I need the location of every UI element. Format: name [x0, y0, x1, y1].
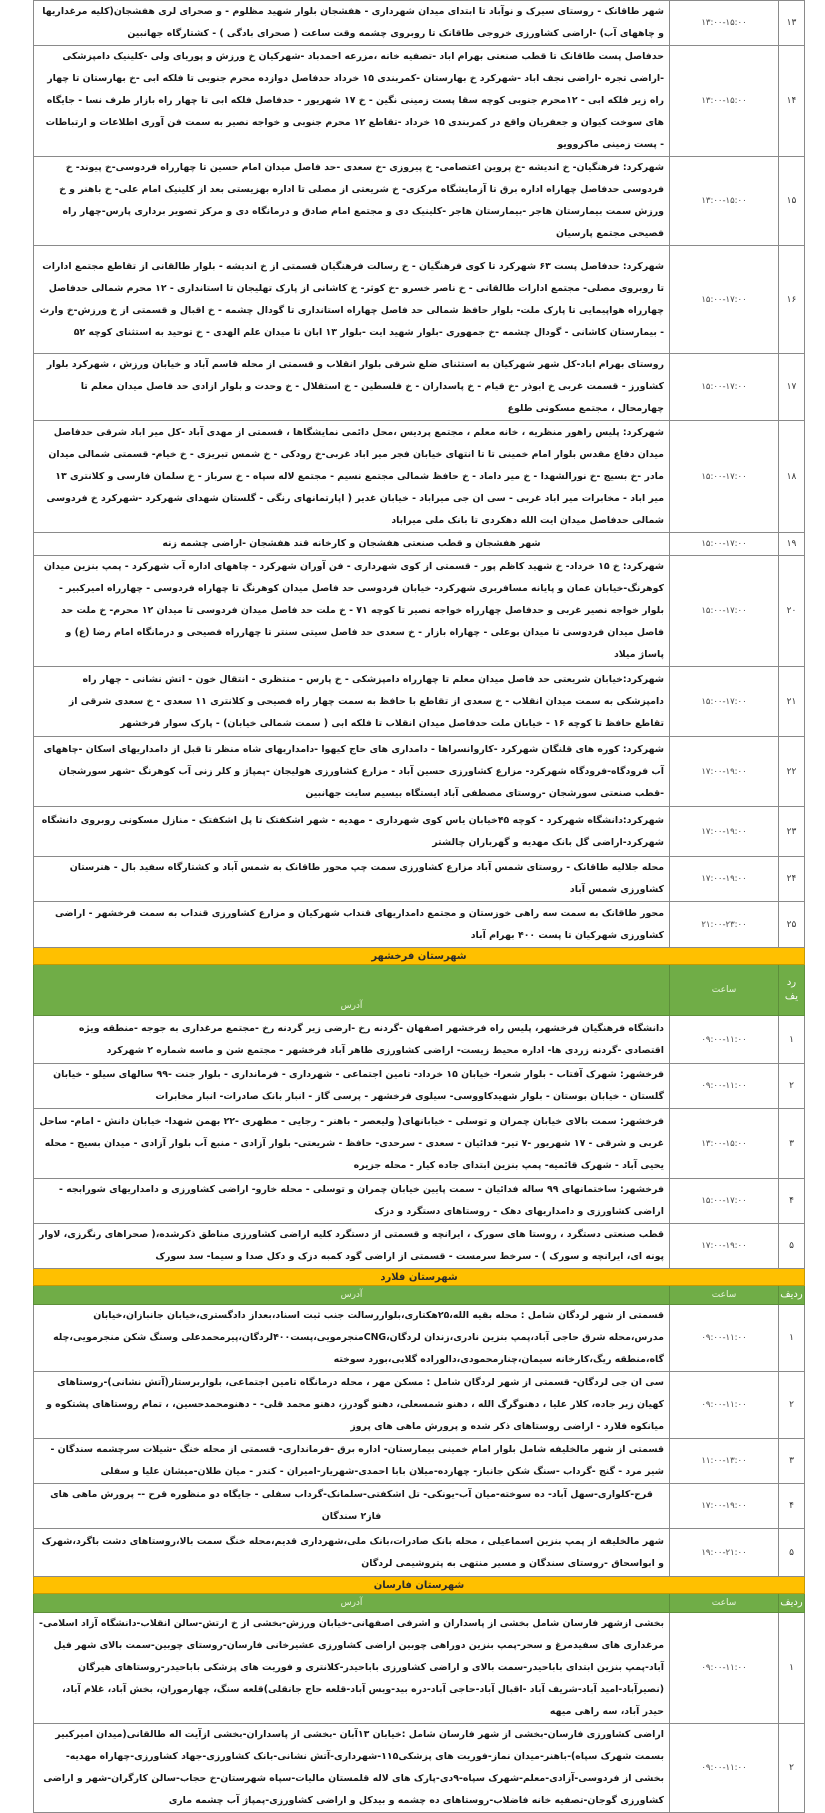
- row-address: فرخشهر: ساختمانهای ۹۹ ساله فدائیان - سمت پایین خیابان چمران و توسلی - محله خارو- اراضی کشاورزی و دامداریهای شورابجه - اراضی کشاورزی و دامداریهای دهک - روستاهای دستگرد و دزک: [34, 1179, 670, 1224]
- row-index: ۱۳: [779, 1, 805, 46]
- column-header-row: [34, 965, 805, 1016]
- row-time: ۰۹:۰۰-۱۱:۰۰: [670, 1724, 779, 1813]
- row-time: ۱۷:۰۰-۱۹:۰۰: [670, 1484, 779, 1529]
- row-time: ۰۹:۰۰-۱۱:۰۰: [670, 1016, 779, 1064]
- row-index: ۱۷: [779, 354, 805, 421]
- row-index: ۲: [779, 1064, 805, 1109]
- table-row: [34, 1372, 805, 1439]
- table-row: [34, 556, 805, 667]
- row-address: شهرکرد: حدفاصل پست ۶۳ شهرکرد تا کوی فرهنگیان - خ رسالت فرهنگیان قسمتی از خ اندیشه - بلوار طالقانی از تقاطع مجتمع ادارات تا روبروی مصلی- مجتمع ادارات طالقانی - خ ناصر خسرو -خ کوثر- خ کاشانی از پارک تهلیجان تا استانداری - ۱۲ محرم شمالی حدفاصل چهارراه هواپیمایی تا پارک ملت- بلوار حافظ شمالی حد فاصل چهاراه استانداری تا گودال چشمه - خ اقبال و قسمتی از خ ورزش-خ وارث - بیمارستان کاشانی - گودال چشمه -خ جمهوری -بلوار شهید ایت -بلوار ۱۳ ابان تا میدان علم الهدی - خ توحید به استثنای کوچه ۵۲: [34, 246, 670, 354]
- row-time: ۲۱:۰۰-۲۳:۰۰: [670, 902, 779, 948]
- section-title: شهرستان فرخشهر: [34, 948, 805, 965]
- column-header-address: آدرس: [34, 965, 670, 1016]
- row-time: ۱۷:۰۰-۱۹:۰۰: [670, 1224, 779, 1269]
- table-row: [34, 807, 805, 857]
- row-address: حدفاصل پست طاقانک تا قطب صنعتی بهرام اباد -تصفیه خانه ،مزرعه احمدباد -شهرکیان خ ورزش و پوریای ولی -کلینیک دامپزشکی -اراضی تجره -اراضی نجف اباد -شهرکرد خ بهارستان -کمربندی ۱۵ خرداد حدفاصل دوازده محرم جنوبی تا فلکه ابی -خ بهارستان تا چهار راه زیر فلکه ابی - ۱۲محرم جنوبی کوچه سقا پست زمینی نگین - خ ۱۷ شهریور - حدفاصل فلکه ابی تا چهار راه بازار طرف نسا - جایگاه های سوخت کیوان و جعفریان واقع در کمربندی ۱۵ خرداد -تقاطع ۱۲ محرم جنوبی و خواجه نصیر به سمت فن آوری اطلاعات و ارتباطات - پست زمینی ماکروویو: [34, 46, 670, 157]
- row-index: ۵: [779, 1224, 805, 1269]
- row-address: شهر هفشجان و قطب صنعتی هفشجان و کارخانه قند هفشجان -اراضی چشمه زنه: [34, 533, 670, 556]
- row-index: ۱: [779, 1016, 805, 1064]
- table-row: [34, 1724, 805, 1813]
- row-index: ۲: [779, 1724, 805, 1813]
- table-row: [34, 533, 805, 556]
- table-row: [34, 902, 805, 948]
- table-row: [34, 421, 805, 533]
- row-address: شهرکرد:دانشگاه شهرکرد - کوچه ۴۵خیابان یاس کوی شهرداری - مهدیه - شهر اشکفتک تا پل اشکفتک - منازل مسکونی روبروی دانشگاه شهرکرد-اراضی گل بانک مهدیه و گهرباران چالشتر: [34, 807, 670, 857]
- row-index: ۲۵: [779, 902, 805, 948]
- row-time: ۱۷:۰۰-۱۹:۰۰: [670, 807, 779, 857]
- row-address: شهر مالخلیفه از پمپ بنزین اسماعیلی ، محله بانک صادرات،بانک ملی،شهرداری قدیم،محله خنگ سمت بالا،روستاهای دشت باگرد،شهرک و ابواسحاق -روستای سندگان و مسیر منتهی به پتروشیمی لردگان: [34, 1529, 670, 1577]
- row-time: ۱۹:۰۰-۲۱:۰۰: [670, 1529, 779, 1577]
- section-title-band: [34, 948, 805, 965]
- row-address: قطب صنعتی دستگرد ، روستا های سورک ، ایرانچه و قسمتی از دستگرد کلیه اراضی کشاورزی مناطق ذکرشده،( صحراهای رنگرزی، لاوار پونه ای، ایرانچه و سورک ) - سرخط سرمست - قسمتی از اراضی گود کمبه دزک و دکل صدا و سیما- سد سورک: [34, 1224, 670, 1269]
- column-header-row: [34, 1594, 805, 1613]
- row-address: قسمتی از شهر لردگان شامل : محله بقیه الله،۲۵هکتاری،بلواررسالت جنب ثبت اسناد،بعداز دادگستری،خیابان جانبازان،خیابان مدرس،محله شرق حاجی آباد،پمپ بنزین نادری،زندان لردگان،CNGمنجرمویی،پست۴۰۰لردگان،پیرمحمدعلی وسنگ شکن منجرمویی،چله گاه،منطقه ریگ،کارخانه سیمان،چنارمحمودی،دالوراده گلابی،بورد سوخته: [34, 1305, 670, 1372]
- row-index: ۱۴: [779, 46, 805, 157]
- row-address: شهرکرد: فرهنگیان- خ اندیشه -خ پروین اعتصامی- خ پیروزی -خ سعدی -حد فاصل میدان امام حسین تا چهارراه فردوسی-خ پیوند- خ فردوسی حدفاصل چهاراه اداره برق تا آزمایشگاه مرکزی- خ شریعتی از مصلی تا اداره بهزیستی بعد از کلینیک امام علی- خ باهنر و خ ورزش سمت بیمارستان هاجر -بیمارستان هاجر -کلینیک دی و مجتمع امام صادق و درمانگاه دی و مرکز تصویر برداری پارس-چهار راه فصیحی مجتمع پارسیان: [34, 157, 670, 246]
- row-index: ۲۴: [779, 857, 805, 902]
- row-index: ۱: [779, 1305, 805, 1372]
- row-time: ۱۷:۰۰-۱۹:۰۰: [670, 857, 779, 902]
- column-header-index: ردیف: [779, 1594, 805, 1613]
- section-title-band: [34, 1577, 805, 1594]
- row-address: بخشی ازشهر فارسان شامل بخشی از پاسداران و اشرفی اصفهانی-خیابان ورزش-بخشی از خ ارتش-سالن انقلاب-دانشگاه آزاد اسلامی-مرغداری های سفیدمرغ و سحر-پمپ بنزین دوراهی چوبین اراضی کشاورزی عشیرخانی فارسان-روستای چوبین-سمت بالای شهر فیل آباد-پمپ بنزین ابتدای باباحیدر-سمت بالای و اراضی کشاورزی باباحیدر-کلانتری و فوریت های پزشکی باباحیدر-روستاهای هیرگان (نصیرآباد-امید آباد-شریف آباد -اقبال آباد-حاجی آباد-دره بید-ویس آباد-قلعه حاج جانقلی)قلعه سنگ، چهارموران، بخش آباد، غلام آباد، حیدر آباد، سه راهی میهه: [34, 1613, 670, 1724]
- row-address: قرح-کلواری-سهل آباد- ده سوخته-میان آب-یونکی- تل اشکفتی-سلمانک-گرداب سفلی - جایگاه دو منظوره قرح -- پرورش ماهی های فاز۲ سندگان: [34, 1484, 670, 1529]
- row-index: ۲: [779, 1372, 805, 1439]
- column-header-address: آدرس: [34, 1286, 670, 1305]
- table-row: [34, 354, 805, 421]
- row-index: ۵: [779, 1529, 805, 1577]
- table-row: [34, 1484, 805, 1529]
- row-index: ۱۵: [779, 157, 805, 246]
- table-row: [34, 1, 805, 46]
- row-index: ۲۱: [779, 667, 805, 737]
- power-outage-schedule-table: [33, 0, 805, 1813]
- row-index: ۲۲: [779, 737, 805, 807]
- row-address: شهرکرد: خ ۱۵ خرداد- خ شهید کاظم پور - قسمتی از کوی شهرداری - فن آوران شهرکرد - چاههای اداره آب شهرکرد - پمپ بنزین میدان کوهرنگ-خیابان عمان و پایانه مسافربری شهرکرد- خیابان فردوسی حد فاصل میدان کوهرنگ تا چهاراه فردوسی - چهارراه امیرکبیر - بلوار خواجه نصیر غربی و حدفاصل چهارراه خواجه نصیر تا کوچه ۷۱ - خ ملت حد فاصل میدان فردوسی تا میدان ۱۲ محرم- خ ملت حد فاصل میدان فردوسی تا میدان بوعلی - چهاراه بازار - خ سعدی حد فاصل سیتی سنتر تا چهارراه فصیحی و درمانگاه امام رضا (ع) و پاساژ میلاد: [34, 556, 670, 667]
- row-time: ۱۳:۰۰-۱۵:۰۰: [670, 46, 779, 157]
- row-address: شهرکرد: پلیس راهور منظریه ، خانه معلم ، مجتمع پردیس ،محل دائمی نمایشگاها ، قسمتی از مهدی آباد -کل میر اباد شرقی حدفاصل میدان دفاع مقدس بلوار امام خمینی تا تا انتهای خیابان فجر میر اباد غربی-خ رودکی - خ شمس تبریزی - خ خیام- قسمتی شمالی میدان مادر -خ بسیج -خ نورالشهدا - خ میر داماد - خ حافظ شمالی مجتمع نسیم - مجتمع لاله سپاه - خ سرباز - خ سلمان فارسی و کلانتری ۱۳ میر اباد - مخابرات میر اباد غربی - سی ان جی میراباد - خیابان غدیر ( اپارتمانهای رنگی - گلستان شهدای شهرکرد -شهرکرد خ فردوسی شمالی حدفاصل میدان ایت الله دهکردی تا بانک ملی میراباد: [34, 421, 670, 533]
- row-address: دانشگاه فرهنگیان فرخشهر، پلیس راه فرخشهر اصفهان -گردنه رخ -ارضی زیر گردنه رخ -مجتمع مرغداری به جوجه -منطقه ویژه اقتصادی -گردنه زردی ها- اداره محیط زیست- اراضی کشاورزی طاهر آباد فرخشهر - مجتمع شن و ماسه شماره ۲ شهرکرد: [34, 1016, 670, 1064]
- table-row: [34, 737, 805, 807]
- table-row: [34, 46, 805, 157]
- table-row: [34, 1529, 805, 1577]
- row-index: ۳: [779, 1109, 805, 1179]
- row-time: ۱۷:۰۰-۱۹:۰۰: [670, 737, 779, 807]
- column-header-index-part: رد: [786, 977, 797, 988]
- row-address: روستای بهرام اباد-کل شهر شهرکیان به استثنای ضلع شرقی بلوار انقلاب و قسمتی از محله قاسم آباد و خیابان ورزش ، شهرکرد بلوار کشاورز - قسمت غربی خ ابوذر -خ قیام - خ پاسداران - خ فلسطین - خ استقلال - خ وحدت و بلوار ازادی حد فاصل میدان معلم تا چهارمحال ، مجتمع مسکونی طلوع: [34, 354, 670, 421]
- row-address: فرخشهر: سمت بالای خیابان چمران و توسلی - خیابانهای( ولیعصر - باهنر - رجایی - مطهری -۲۲ بهمن شهدا- خیابان دانش - امام- ساحل غربی و شرقی - ۱۷ شهریور -۷ تیر- فدائیان - سعدی - سرحدی- حافظ - شریعتی- بلوار آزادی - منبع آب بلوار آزادی - میدان بسیج - محله یحیی آباد - شهرک قائمیه- پمپ بنزین ابتدای جاده کیار - محله جزیره: [34, 1109, 670, 1179]
- section-title-band: [34, 1269, 805, 1286]
- table-row: [34, 667, 805, 737]
- row-time: ۱۵:۰۰-۱۷:۰۰: [670, 556, 779, 667]
- row-index: ۱۶: [779, 246, 805, 354]
- row-time: ۰۹:۰۰-۱۱:۰۰: [670, 1305, 779, 1372]
- table-row: [34, 1109, 805, 1179]
- row-address: شهر طاقانک - روستای سیرک و نوآباد تا ابتدای میدان شهرداری - هفشجان بلوار شهید مظلوم - و صحرای لری هفشجان(کلیه مرغداریها و چاههای آب) -اراضی کشاورزی خروجی طاقانک تا روبروی چشمه وقت ساعت ( صحرای بادگی ) - کشتارگاه جهانبین: [34, 1, 670, 46]
- row-time: ۰۹:۰۰-۱۱:۰۰: [670, 1372, 779, 1439]
- table-row: [34, 1064, 805, 1109]
- schedule-body: [34, 1, 805, 1813]
- column-header-time: ساعت: [670, 965, 779, 1016]
- row-address: شهرکرد:خیابان شریعتی حد فاصل میدان معلم تا چهارراه دامپزشکی - خ پارس - منتظری - انتقال خون - اتش نشانی - چهار راه دامپزشکی به سمت میدان انقلاب - خ سعدی از تقاطع با حافظ به سمت چهار راه فصیحی و کلانتری ۱۱ سعدی - خ سعدی شرقی از تقاطع حافظ تا کوچه ۱۶ - خیابان ملت حدفاصل میدان انقلاب تا فلکه ابی ( سمت شمالی خیابان) - پارک سوار فرخشهر: [34, 667, 670, 737]
- table-row: [34, 157, 805, 246]
- row-time: ۰۹:۰۰-۱۱:۰۰: [670, 1064, 779, 1109]
- column-header-index: [779, 965, 805, 1016]
- table-row: [34, 1224, 805, 1269]
- section-title: شهرستان فلارد: [34, 1269, 805, 1286]
- row-index: ۲۳: [779, 807, 805, 857]
- row-index: ۴: [779, 1484, 805, 1529]
- column-header-row: [34, 1286, 805, 1305]
- row-time: ۱۵:۰۰-۱۷:۰۰: [670, 421, 779, 533]
- table-row: [34, 1439, 805, 1484]
- section-title: شهرستان فارسان: [34, 1577, 805, 1594]
- table-row: [34, 1016, 805, 1064]
- table-row: [34, 246, 805, 354]
- row-index: ۳: [779, 1439, 805, 1484]
- row-address: سی ان جی لردگان- قسمتی از شهر لردگان شامل : مسکن مهر ، محله درمانگاه تامین اجتماعی، بلواربرستار(آتش نشانی)-روستاهای کهیان زیر جاده، کلار علیا ، دهنوگرگ الله ، دهنو شمسعلی، دهنو گودرز، دهنو محمد قلی- - دهنومحمدحسین، ، تمام روستاهای پشتکوه و میانکوه فلارد - اراضی روستاهای ذکر شده و پرورش ماهی های پروز: [34, 1372, 670, 1439]
- row-time: ۱۵:۰۰-۱۷:۰۰: [670, 667, 779, 737]
- row-address: فرخشهر: شهرک آفتاب - بلوار شعرا- خیابان ۱۵ خرداد- تامین اجتماعی - شهرداری - فرمانداری - بلوار جنت -۹۹ سالهای سیلو - خیابان گلستان - خیابان بوستان - بلوار شهیدکاووسی- سیلوی فرخشهر - پرسی گاز - انبار بانک صادرات- انبار مخابرات: [34, 1064, 670, 1109]
- row-index: ۱: [779, 1613, 805, 1724]
- row-address: محله جلالیه طاقانک - روستای شمس آباد مزارع کشاورزی سمت چپ محور طاقانک به شمس آباد و کشتارگاه سفید بال - هنرستان کشاورزی شمس آباد: [34, 857, 670, 902]
- row-index: ۴: [779, 1179, 805, 1224]
- row-time: ۱۵:۰۰-۱۷:۰۰: [670, 246, 779, 354]
- column-header-address: آدرس: [34, 1594, 670, 1613]
- row-address: قسمتی از شهر مالخلیفه شامل بلوار امام خمینی بیمارستان- اداره برق -فرمانداری- قسمتی از محله خنگ -شیلات سرچشمه سندگان - شیر مرد - گنج -گرداب -سنگ شکن جانباز- چهارده-میلان بابا احمدی-شهریار-امیران - کندر - میان طلان-میشان علیا و سفلی: [34, 1439, 670, 1484]
- row-address: شهرکرد: کوره های قلنگان شهرکرد -کاروانسراها - دامداری های حاج کیهوا -دامداریهای شاه منظر تا قبل از دامداریهای اسکان -چاههای آب فرودگاه-فرودگاه شهرکرد- مزارع کشاورزی حسین آباد - مزارع کشاورزی هولیجان -پمپاژ و کلر زنی آب کوهرنگ -شهر سورشجان -قطب صنعتی سورشجان -روستای مصطفی آباد ایستگاه بیسیم سایت جهانبین: [34, 737, 670, 807]
- row-time: ۱۵:۰۰-۱۷:۰۰: [670, 354, 779, 421]
- row-index: ۲۰: [779, 556, 805, 667]
- table-row: [34, 1179, 805, 1224]
- row-time: ۱۱:۰۰-۱۳:۰۰: [670, 1439, 779, 1484]
- row-time: ۱۳:۰۰-۱۵:۰۰: [670, 1109, 779, 1179]
- row-time: ۱۵:۰۰-۱۷:۰۰: [670, 533, 779, 556]
- column-header-time: ساعت: [670, 1286, 779, 1305]
- table-row: [34, 1305, 805, 1372]
- row-index: ۱۹: [779, 533, 805, 556]
- column-header-time: ساعت: [670, 1594, 779, 1613]
- table-row: [34, 857, 805, 902]
- row-index: ۱۸: [779, 421, 805, 533]
- row-address: محور طاقانک به سمت سه راهی خوزستان و مجتمع دامداریهای قنداب شهرکیان و مزارع کشاورزی قنداب به سمت فرخشهر - اراضی کشاورزی شهرکیان تا پست ۴۰۰ بهرام آباد: [34, 902, 670, 948]
- column-header-index-part: یف: [784, 991, 799, 1002]
- table-row: [34, 1613, 805, 1724]
- column-header-index: ردیف: [779, 1286, 805, 1305]
- row-time: ۰۹:۰۰-۱۱:۰۰: [670, 1613, 779, 1724]
- row-time: ۱۳:۰۰-۱۵:۰۰: [670, 1, 779, 46]
- row-address: اراضی کشاورزی فارسان-بخشی از شهر فارسان شامل :خیابان ۱۳آبان -بخشی از پاسداران-بخشی ازآیت اله طالقانی(میدان امیرکبیر بسمت شهرک سپاه)-باهنر-میدان نماز-فوریت های پزشکی۱۱۵-شهرداری-آتش نشانی-بانک کشاورزی-جهاد کشاورزی-چهاراه مهدیه-بخشی از فردوسی-آزادی-معلم-شهرک سپاه-۹دی-پارک های لاله قلمستان مالیات-سپاه شهرستان-خ حجاب-سالن کارگران-شهر و اراضی کشاورزی گوجان-تصفیه خانه فاضلاب-روستاهای ده چشمه و بیدکل و اراضی کشاورزی-پمپاژ آب چشمه ماری: [34, 1724, 670, 1813]
- row-time: ۱۳:۰۰-۱۵:۰۰: [670, 157, 779, 246]
- row-time: ۱۵:۰۰-۱۷:۰۰: [670, 1179, 779, 1224]
